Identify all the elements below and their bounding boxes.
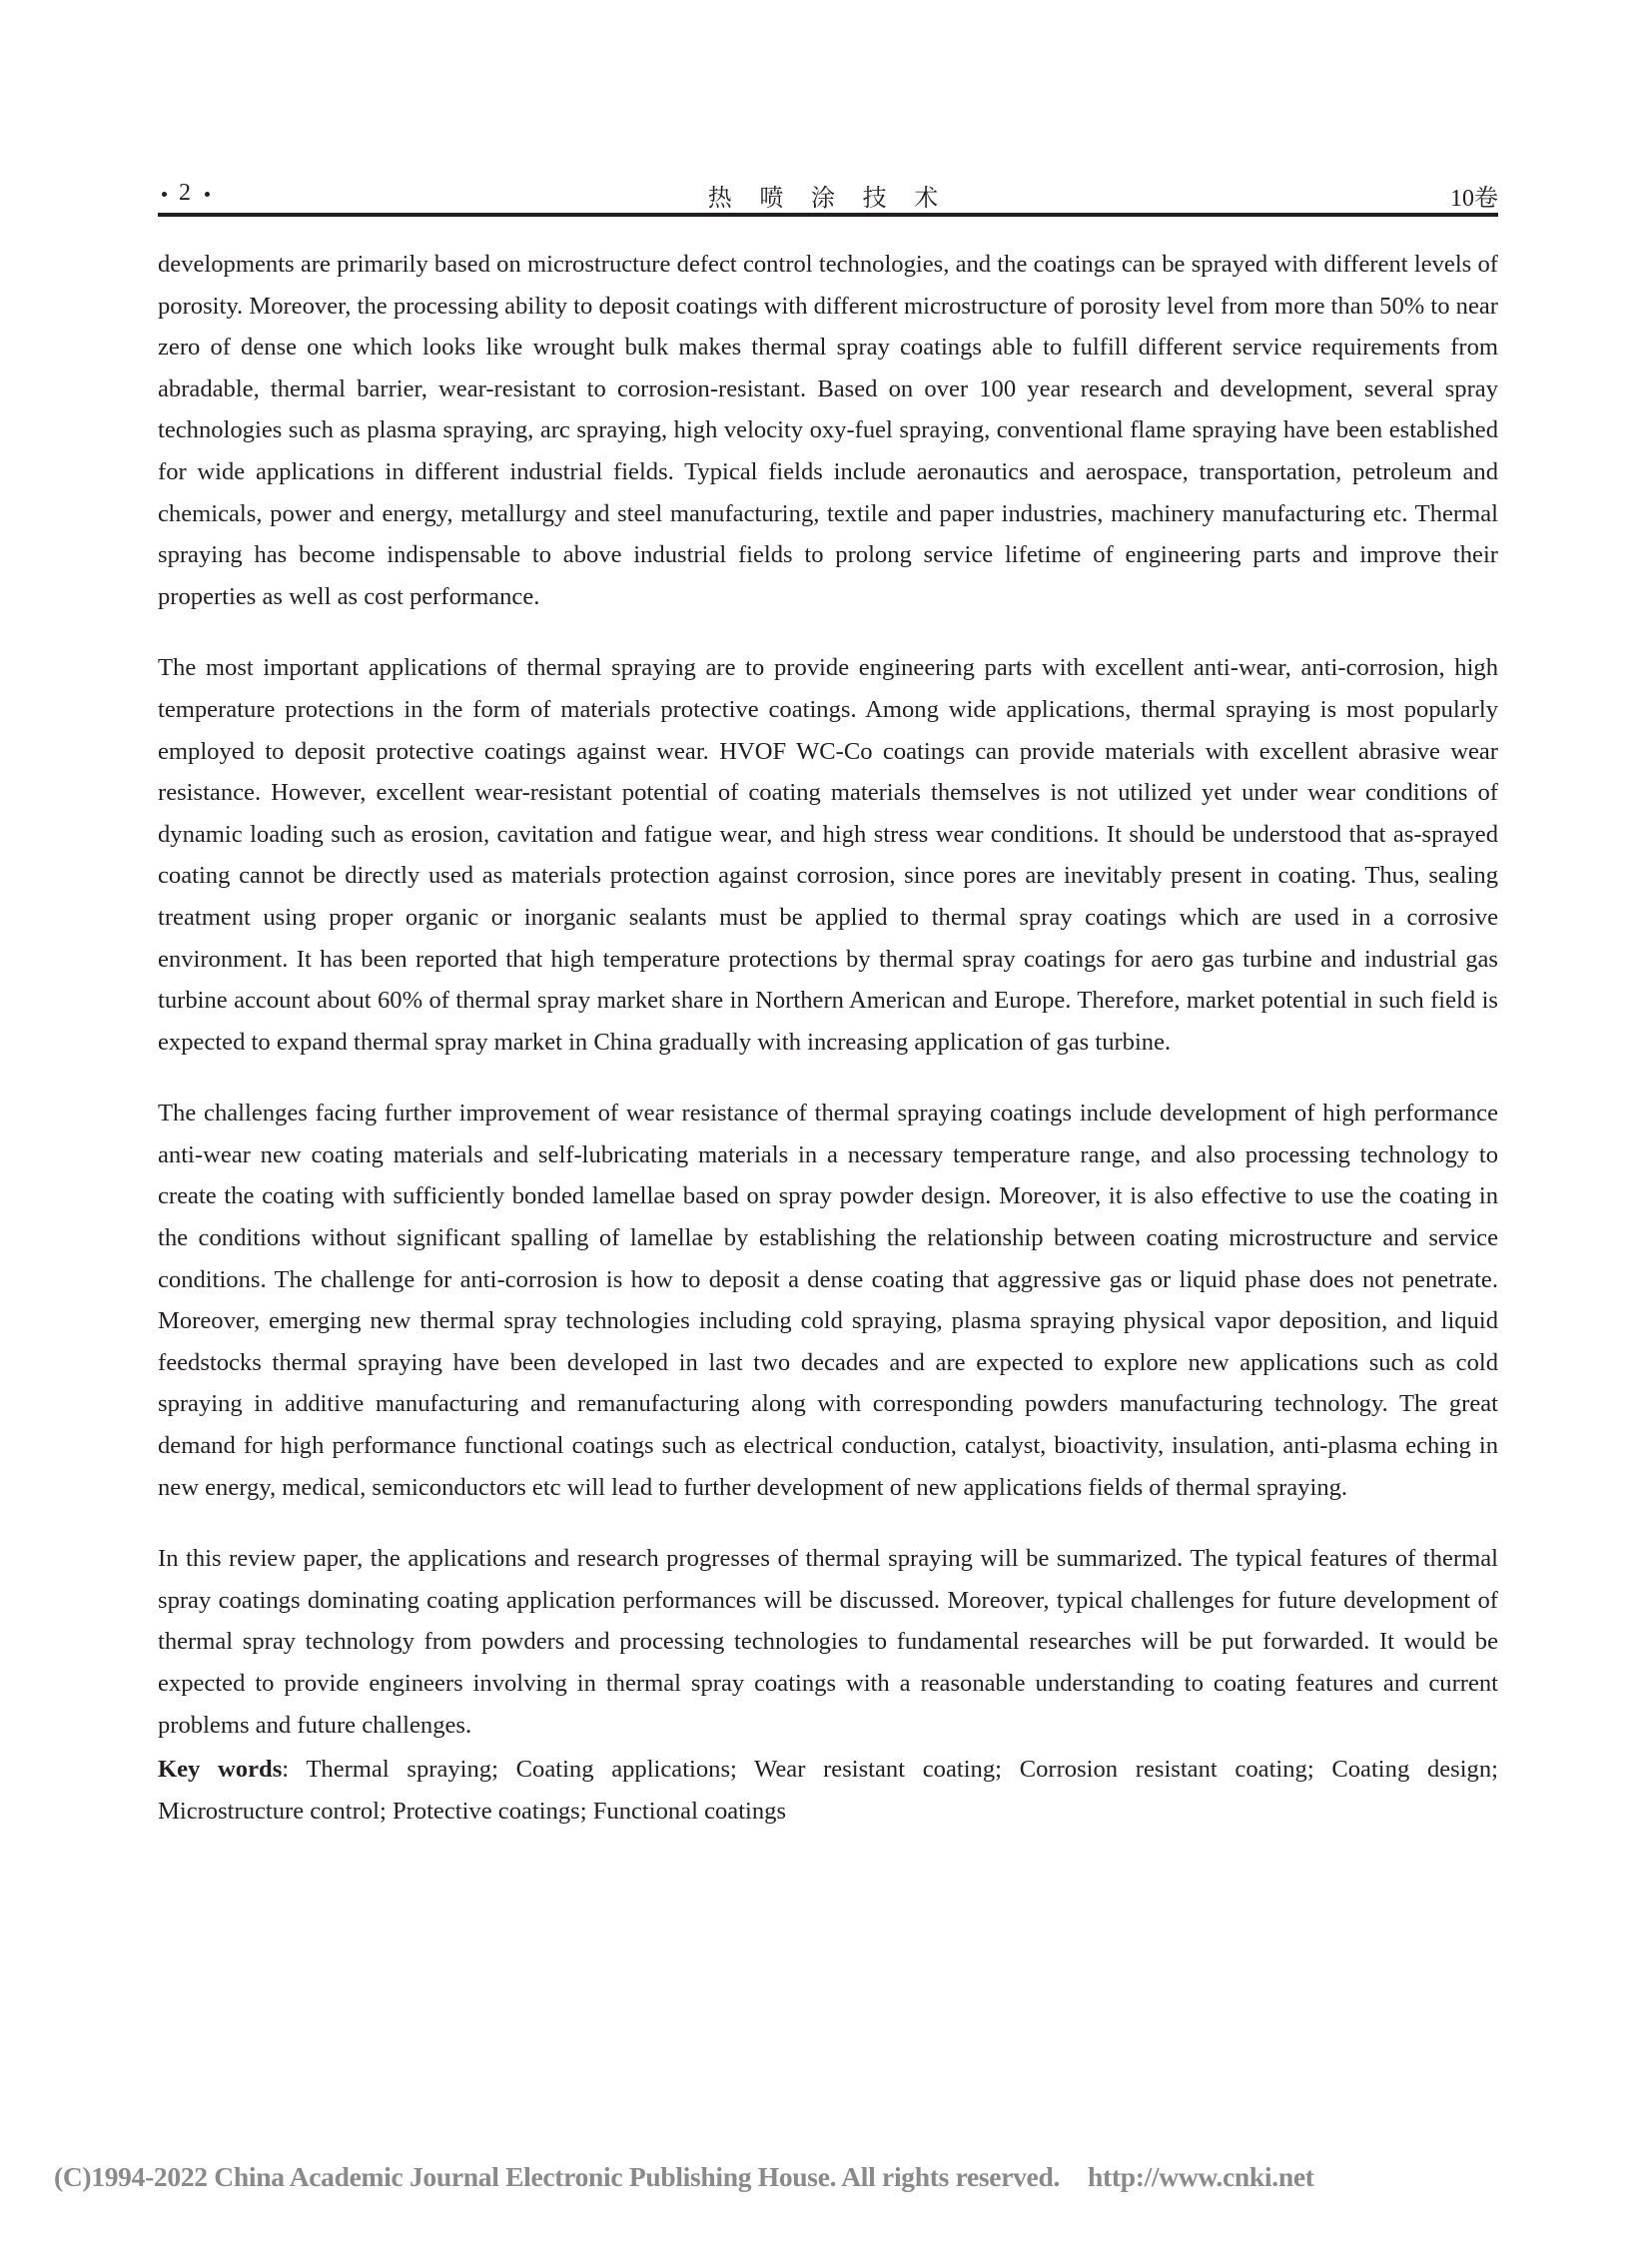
body-paragraph: The most important applications of thermal spraying are to provide engineering parts with excellent anti-wear, anti-corrosion, high temperature protections in the form of materials protective coatings. Among wide applications, thermal spraying is most popularly employed to deposit protective coatings against wear. HVOF WC-Co coatings can provide materials with excellent abrasive wear resistance. However, excellent wear-resistant potential of coating materials themselves is not utilized yet under wear conditions of dynamic loading such as erosion, cavitation and fatigue wear, and high stress wear conditions. It should be understood that as-sprayed coating cannot be directly used as materials protection against corrosion, since pores are inevitably present in coating. Thus, sealing treatment using proper organic or inorganic sealants must be applied to thermal spray coatings which are used in a corrosive environment. It has been reported that high temperature protections by thermal spray coatings for aero gas turbine and industrial gas turbine account about 60% of thermal spray market share in Northern American and Europe. Therefore, market potential in such field is expected to expand thermal spray market in China gradually with increasing application of gas turbine. bbox=[158, 654, 1498, 1056]
running-header bbox=[158, 176, 1498, 212]
keywords bbox=[158, 1749, 1498, 1832]
body-paragraph: The challenges facing further improvement of wear resistance of thermal spraying coatings include development of high performance anti-wear new coating materials and self-lubricating materials in a necessary temperature range, and also processing technology to create the coating with sufficiently bonded lamellae based on spray powder design. Moreover, it is also effective to use the coating in the conditions without significant spalling of lamellae by establishing the relationship between coating microstructure and service conditions. The challenge for anti-corrosion is how to deposit a dense coating that aggressive gas or liquid phase does not penetrate. Moreover, emerging new thermal spray technologies including cold spraying, plasma spraying physical vapor deposition, and liquid feedstocks thermal spraying have been developed in last two decades and are expected to explore new applications such as cold spraying in additive manufacturing and remanufacturing along with corresponding powders manufacturing technology. The great demand for high performance functional coatings such as electrical conduction, catalyst, bioactivity, insulation, anti-plasma eching in new energy, medical, semiconductors etc will lead to further development of new applications fields of thermal spraying. bbox=[158, 1100, 1498, 1501]
header-divider bbox=[158, 213, 1498, 217]
body-paragraph: developments are primarily based on microstructure defect control technologies, and the coatings can be sprayed with different levels of porosity. Moreover, the processing ability to deposit coatings with different microstructure of porosity level from more than 50% to near zero of dense one which looks like wrought bulk makes thermal spray coatings able to fulfill different service requirements from abradable, thermal barrier, wear-resistant to corrosion-resistant. Based on over 100 year research and development, several spray technologies such as plasma spraying, arc spraying, high velocity oxy-fuel spraying, conventional flame spraying have been established for wide applications in different industrial fields. Typical fields include aeronautics and aerospace, transportation, petroleum and chemicals, power and energy, metallurgy and steel manufacturing, textile and paper industries, machinery manufacturing etc. Thermal spraying has become indispensable to above industrial fields to prolong service lifetime of engineering parts and improve their properties as well as cost performance. bbox=[158, 251, 1498, 610]
footer-url[interactable]: http://www.cnki.net bbox=[1088, 2161, 1314, 2192]
copyright-text: (C)1994-2022 China Academic Journal Electronic Publishing House. All rights reserved. bbox=[54, 2161, 1061, 2192]
keywords-separator: : bbox=[282, 1756, 307, 1784]
copyright-footer bbox=[54, 2161, 1314, 2193]
journal-title: 热 喷 涂 技 术 bbox=[707, 184, 949, 212]
volume-label: 10卷 bbox=[1450, 186, 1498, 212]
article-body bbox=[158, 244, 1498, 1832]
page-number: 2 bbox=[179, 180, 193, 206]
keywords-text: Thermal spraying; Coating applications; Wear resistant coating; Corrosion resistant coating; Coating design; Microstructure control; Protective coatings; Functional coatings bbox=[158, 1756, 1498, 1825]
body-paragraph: In this review paper, the applications and research progresses of thermal spraying will be summarized. The typical features of thermal spray coatings dominating coating application performances will be discussed. Moreover, typical challenges for future development of thermal spray technology from powders and processing technologies to fundamental researches will be put forwarded. It would be expected to provide engineers involving in thermal spray coatings with a reasonable understanding to coating features and current problems and future challenges. bbox=[158, 1545, 1498, 1739]
keywords-label: Key words bbox=[158, 1756, 283, 1784]
